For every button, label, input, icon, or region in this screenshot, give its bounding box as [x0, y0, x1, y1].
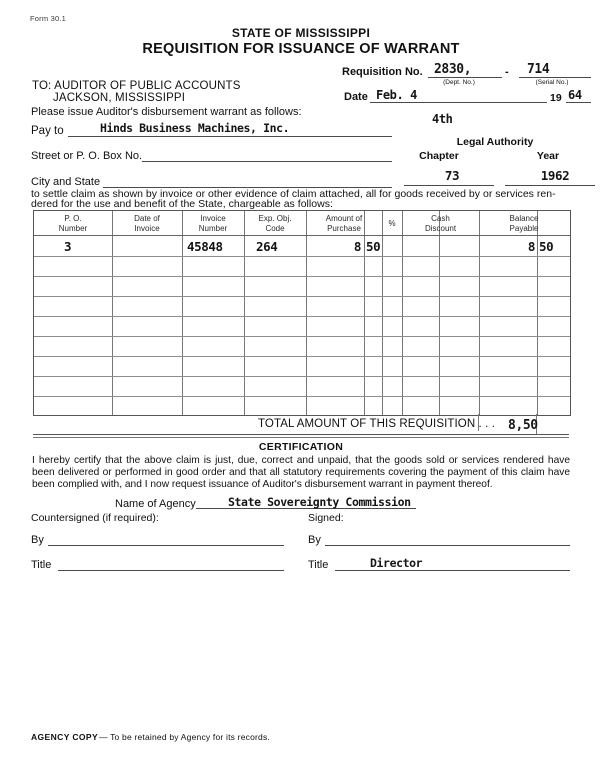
- cell-balance-cents[interactable]: 50: [539, 239, 554, 254]
- total-cents: 50: [522, 418, 538, 433]
- title-value-right[interactable]: Director: [370, 556, 423, 570]
- requisition-serial-rule: [519, 77, 591, 78]
- addressee-line-2: JACKSON, MISSISSIPPI: [53, 92, 186, 104]
- table-header-separator: [34, 235, 570, 236]
- legal-year-rule: [505, 185, 595, 186]
- column-header-po-number-line-1: P. O.: [64, 214, 82, 223]
- footer-copy-type: AGENCY COPY: [31, 732, 99, 742]
- year-rule: [566, 102, 591, 103]
- claim-statement-line-1: to settle claim as shown by invoice or other evidence of claim attached, all for goods received by or services ren-: [31, 188, 556, 200]
- street-rule[interactable]: [142, 161, 392, 162]
- cell-balance-dollars[interactable]: 8: [527, 239, 535, 254]
- title-rule-left[interactable]: [58, 570, 284, 571]
- legal-year-label: Year: [536, 150, 560, 162]
- title-rule-right[interactable]: [335, 570, 570, 571]
- col-divider-4: [306, 211, 307, 415]
- street-label: Street or P. O. Box No.: [31, 150, 143, 162]
- certification-heading: CERTIFICATION: [258, 441, 344, 453]
- column-header-invoice-number: [182, 214, 244, 233]
- cell-po-number[interactable]: 3: [64, 239, 72, 254]
- year-value[interactable]: 64: [568, 88, 582, 102]
- column-header-cash-discount-line-2: Discount: [424, 223, 457, 233]
- column-header-balance-payable-line-1: Balance: [509, 214, 539, 223]
- agency-name-label: Name of Agency: [115, 498, 196, 510]
- requisition-serial-no-value[interactable]: 714: [527, 62, 550, 77]
- chapter-label: Chapter: [419, 150, 459, 162]
- column-header-invoice-number-line-1: Invoice: [200, 214, 226, 223]
- col-divider-percent: [402, 211, 403, 415]
- title-label-left: Title: [31, 559, 52, 571]
- col-divider-1: [112, 211, 113, 415]
- table-row-line-8: [34, 396, 570, 397]
- claim-statement-line-2: dered for the use and benefit of the State, chargeable as follows:: [31, 198, 333, 210]
- column-header-amount-of-purchase-line-2: Purchase: [327, 223, 361, 233]
- title-form: REQUISITION FOR ISSUANCE OF WARRANT: [142, 41, 460, 57]
- col-divider-balance-cents: [537, 211, 538, 415]
- table-row-line-6: [34, 356, 570, 357]
- requisition-no-label: Requisition No.: [342, 66, 423, 78]
- legal-year-value[interactable]: 1962: [540, 168, 570, 183]
- certification-body: I hereby certify that the above claim is just, due, correct and unpaid, that the goods sold or services rendered have been delivered or performed in good order and that all statutory requirements covering the payment of this claim have been complied with, and I now request issuance of Auditor's disbursement warrant in payment thereof.: [32, 455, 570, 490]
- total-decimal-mark: ,: [515, 418, 523, 433]
- pay-to-value[interactable]: Hinds Business Machines, Inc.: [100, 121, 290, 135]
- column-header-balance-payable: [479, 214, 569, 233]
- table-row-line-2: [34, 276, 570, 277]
- by-rule-left[interactable]: [48, 545, 284, 546]
- requisition-dept-sublabel: (Dept. No.): [443, 79, 475, 86]
- table-row-line-3: [34, 296, 570, 297]
- cell-amount-cents[interactable]: 50: [366, 239, 381, 254]
- legal-authority-heading: Legal Authority: [456, 136, 534, 148]
- legal-authority-section-value[interactable]: 4th: [432, 112, 453, 126]
- total-label: TOTAL AMOUNT OF THIS REQUISITION . . .: [258, 418, 496, 430]
- column-header-exp-obj-code-line-2: Code: [265, 223, 285, 233]
- col-divider-6: [479, 211, 480, 415]
- column-header-percent: [382, 219, 402, 229]
- column-header-po-number-line-2: Number: [58, 223, 88, 233]
- chapter-value[interactable]: 73: [444, 168, 460, 183]
- date-value[interactable]: Feb. 4: [376, 88, 417, 102]
- addressee-line-1: TO: AUDITOR OF PUBLIC ACCOUNTS: [32, 80, 241, 92]
- col-divider-3: [244, 211, 245, 415]
- column-header-date-of-invoice-line-2: Invoice: [134, 223, 160, 233]
- column-header-percent-line-1: %: [388, 219, 396, 228]
- requisition-serial-sublabel: (Serial No.): [535, 79, 569, 86]
- agency-name-value[interactable]: State Sovereignty Commission: [228, 495, 411, 509]
- col-divider-2: [182, 211, 183, 415]
- total-double-rule: [33, 437, 569, 438]
- table-row-line-4: [34, 316, 570, 317]
- by-label-left: By: [31, 534, 44, 546]
- cell-exp-obj-code[interactable]: 264: [256, 239, 278, 254]
- pay-to-rule: [68, 136, 392, 137]
- instruction-text: Please issue Auditor's disbursement warrant as follows:: [31, 106, 302, 118]
- city-label: City and State: [31, 176, 101, 188]
- year-prefix: 19: [550, 92, 562, 104]
- form-number: Form 30.1: [30, 14, 66, 23]
- date-rule: [370, 102, 547, 103]
- col-divider-5: [382, 211, 383, 415]
- total-dollars: 8: [508, 418, 516, 433]
- countersigned-label: Countersigned (if required):: [31, 512, 159, 524]
- title-state: STATE OF MISSISSIPPI: [231, 26, 371, 40]
- table-row-line-5: [34, 336, 570, 337]
- by-label-right: By: [308, 534, 321, 546]
- pay-to-label: Pay to: [31, 125, 64, 137]
- column-header-balance-payable-line-2: Payable: [509, 223, 539, 233]
- col-divider-discount-cents: [439, 211, 440, 415]
- title-label-right: Title: [308, 559, 329, 571]
- requisition-dept-rule: [428, 77, 502, 78]
- requisition-separator: -: [505, 66, 509, 78]
- column-header-po-number: [34, 214, 112, 233]
- column-header-exp-obj-code: [244, 214, 306, 233]
- column-header-cash-discount: [402, 214, 479, 233]
- cell-invoice-number[interactable]: 45848: [187, 239, 223, 254]
- by-rule-right[interactable]: [325, 545, 570, 546]
- column-header-date-of-invoice: [112, 214, 182, 233]
- column-header-invoice-number-line-2: Number: [198, 223, 228, 233]
- column-header-exp-obj-code-line-1: Exp. Obj.: [258, 214, 292, 223]
- footer-note: — To be retained by Agency for its records.: [99, 732, 270, 742]
- column-header-cash-discount-line-1: Cash: [431, 214, 450, 223]
- signed-label: Signed:: [308, 512, 344, 524]
- total-amount-value[interactable]: [508, 418, 538, 433]
- table-row-line-1: [34, 256, 570, 257]
- date-label: Date: [344, 91, 368, 103]
- column-header-amount-of-purchase: [306, 214, 382, 233]
- line-item-table: [33, 210, 571, 416]
- cell-amount-dollars[interactable]: 8: [353, 239, 361, 254]
- column-header-amount-of-purchase-line-1: Amount of: [325, 214, 363, 223]
- chapter-rule: [404, 185, 494, 186]
- requisition-dept-no-value[interactable]: 2830,: [434, 62, 472, 77]
- table-row-line-7: [34, 376, 570, 377]
- column-header-date-of-invoice-line-1: Date of: [134, 214, 160, 223]
- col-divider-amount-cents: [364, 211, 365, 415]
